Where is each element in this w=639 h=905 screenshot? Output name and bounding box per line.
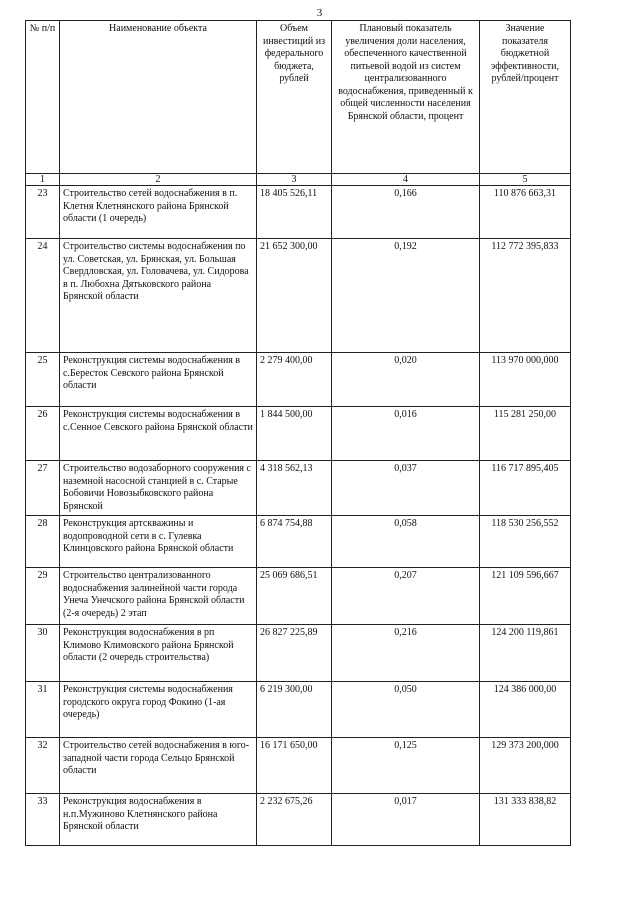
efficiency-value: 124 386 000,00: [480, 682, 571, 738]
share-value: 0,192: [332, 239, 480, 353]
investment-value: 6 219 300,00: [257, 682, 332, 738]
column-number: 1: [26, 174, 60, 186]
row-number: 29: [26, 568, 60, 625]
efficiency-value: 131 333 838,82: [480, 794, 571, 846]
object-name: Реконструкция системы водоснабжения городского округа город Фокино (1-ая очередь): [60, 682, 257, 738]
object-name: Реконструкция водоснабжения в н.п.Мужиново Клетнянского района Брянской области: [60, 794, 257, 846]
row-number: 31: [26, 682, 60, 738]
object-name: Реконструкция системы водоснабжения в с.Сенное Севского района Брянской области: [60, 407, 257, 461]
efficiency-value: 115 281 250,00: [480, 407, 571, 461]
table-row: [26, 738, 571, 794]
column-number: 2: [60, 174, 257, 186]
investment-value: 25 069 686,51: [257, 568, 332, 625]
row-number: 33: [26, 794, 60, 846]
object-name: Реконструкция водоснабжения в рп Климово Климовского района Брянской области (2 очередь строительства): [60, 625, 257, 682]
efficiency-value: 116 717 895,405: [480, 461, 571, 516]
share-value: 0,166: [332, 186, 480, 239]
column-number: 3: [257, 174, 332, 186]
efficiency-value: 110 876 663,31: [480, 186, 571, 239]
share-value: 0,017: [332, 794, 480, 846]
table-row: [26, 407, 571, 461]
investment-value: 1 844 500,00: [257, 407, 332, 461]
object-name: Строительство системы водоснабжения по ул. Советская, ул. Брянская, ул. Большая Свердловская, ул. Головачева, ул. Сидорова в п. Любохна Дятьковского района Брянской области: [60, 239, 257, 353]
efficiency-value: 124 200 119,861: [480, 625, 571, 682]
column-numbering-row: [26, 174, 571, 186]
header-efficiency: Значение показателя бюджетной эффективности, рублей/процент: [480, 21, 571, 174]
share-value: 0,125: [332, 738, 480, 794]
share-value: 0,058: [332, 516, 480, 568]
table-row: [26, 682, 571, 738]
row-number: 32: [26, 738, 60, 794]
share-value: 0,216: [332, 625, 480, 682]
table-row: [26, 794, 571, 846]
investment-value: 2 279 400,00: [257, 353, 332, 407]
row-number: 30: [26, 625, 60, 682]
page-number: 3: [316, 7, 323, 19]
share-value: 0,020: [332, 353, 480, 407]
investment-value: 2 232 675,26: [257, 794, 332, 846]
row-number: 28: [26, 516, 60, 568]
investment-value: 6 874 754,88: [257, 516, 332, 568]
column-number: 5: [480, 174, 571, 186]
efficiency-value: 121 109 596,667: [480, 568, 571, 625]
efficiency-value: 129 373 200,000: [480, 738, 571, 794]
share-value: 0,207: [332, 568, 480, 625]
efficiency-value: 118 530 256,552: [480, 516, 571, 568]
object-name: Реконструкция артскважины и водопроводной сети в с. Гулевка Клинцовского района Брянской области: [60, 516, 257, 568]
object-name: Строительство водозаборного сооружения с наземной насосной станцией в с. Старые Бобовичи Новозыбковского района Брянской: [60, 461, 257, 516]
header-share-indicator: Плановый показатель увеличения доли населения, обеспеченного качественной питьевой водой из систем централизованного водоснабжения, приведенный к общей численности населения Брянской области, процент: [332, 21, 480, 174]
table-row: [26, 353, 571, 407]
table-row: [26, 625, 571, 682]
investment-value: 26 827 225,89: [257, 625, 332, 682]
investment-value: 21 652 300,00: [257, 239, 332, 353]
header-number: № п/п: [26, 21, 60, 174]
share-value: 0,016: [332, 407, 480, 461]
efficiency-value: 112 772 395,833: [480, 239, 571, 353]
header-row: [26, 21, 571, 174]
column-number: 4: [332, 174, 480, 186]
investment-value: 16 171 650,00: [257, 738, 332, 794]
row-number: 24: [26, 239, 60, 353]
object-name: Строительство сетей водоснабжения в п. Клетня Клетнянского района Брянской области (1 очередь): [60, 186, 257, 239]
investment-value: 4 318 562,13: [257, 461, 332, 516]
object-name: Строительство сетей водоснабжения в юго-западной части города Сельцо Брянской области: [60, 738, 257, 794]
table-row: [26, 568, 571, 625]
row-number: 25: [26, 353, 60, 407]
table-row: [26, 239, 571, 353]
share-value: 0,037: [332, 461, 480, 516]
share-value: 0,050: [332, 682, 480, 738]
table-row: [26, 186, 571, 239]
object-name: Реконструкция системы водоснабжения в с.Береcток Севского района Брянской области: [60, 353, 257, 407]
header-investment: Объем инвестиций из федерального бюджета, рублей: [257, 21, 332, 174]
object-name: Строительство централизованного водоснабжения залинейной части города Унеча Унечского района Брянской области (2-я очередь) 2 этап: [60, 568, 257, 625]
table-row: [26, 461, 571, 516]
row-number: 27: [26, 461, 60, 516]
investment-table: [25, 20, 571, 846]
header-object-name: Наименование объекта: [60, 21, 257, 174]
efficiency-value: 113 970 000,000: [480, 353, 571, 407]
row-number: 26: [26, 407, 60, 461]
investment-value: 18 405 526,11: [257, 186, 332, 239]
table-row: [26, 516, 571, 568]
row-number: 23: [26, 186, 60, 239]
